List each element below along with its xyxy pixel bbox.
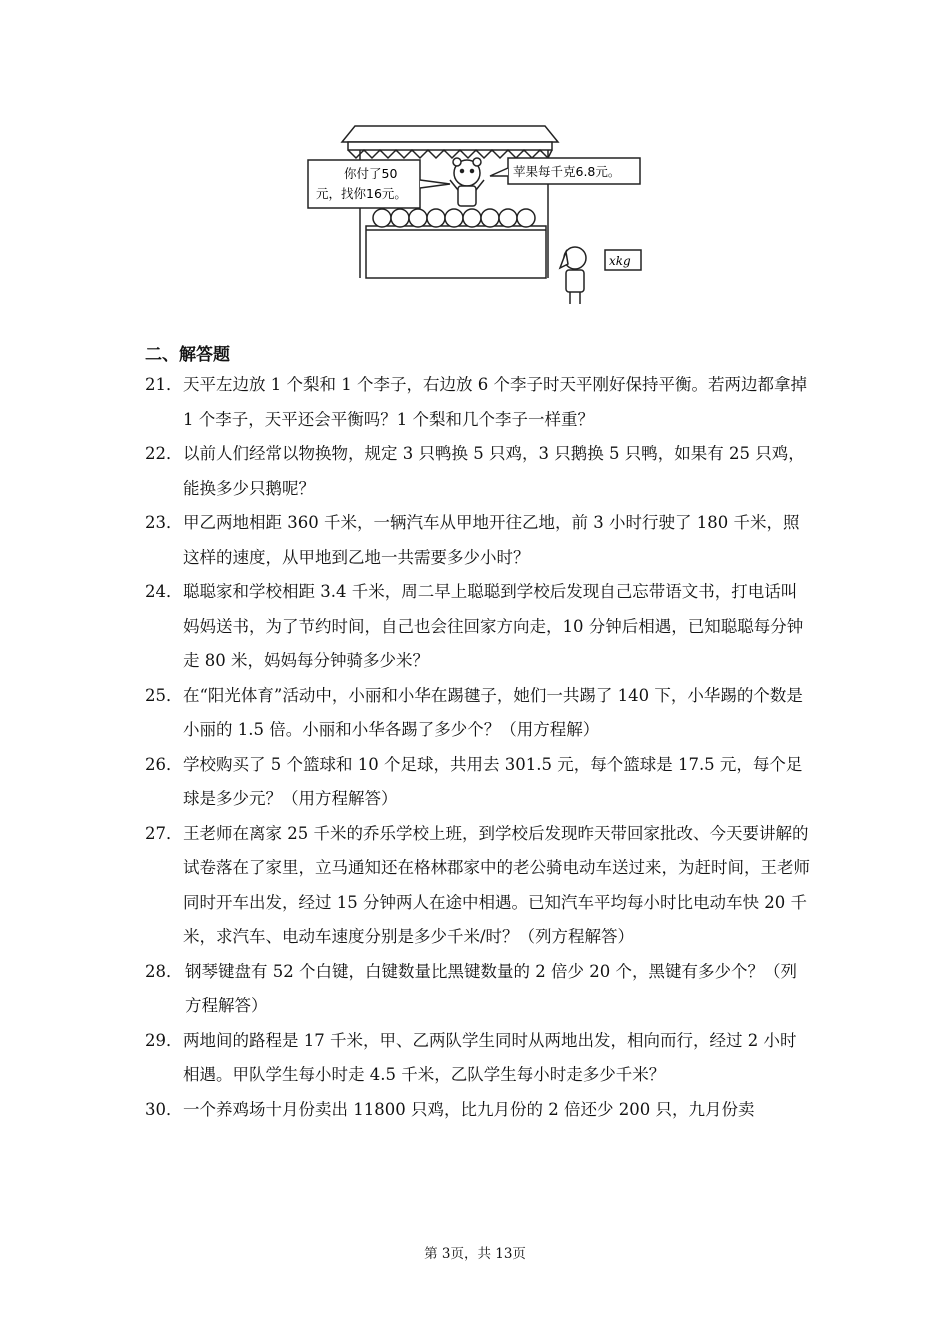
question-text: 在“阳光体育”活动中，小丽和小华在踢毽子，她们一共踢了 140 下，小华踢的个数是小丽的 1.5 倍。小丽和小华各踢了多少个？（用方程解）	[183, 685, 803, 739]
dog-buyer-icon	[560, 247, 586, 304]
page-footer: 第 3页，共 13页	[424, 1246, 526, 1262]
question-text: 一个养鸡场十月份卖出 11800 只鸡，比九月份的 2 倍还少 200 只，九月份卖	[183, 1099, 755, 1119]
question-28	[145, 955, 810, 1024]
question-number: 27．	[145, 823, 183, 843]
question-30	[145, 1093, 810, 1128]
question-number: 21．	[145, 375, 183, 394]
question-number: 28．	[145, 961, 183, 981]
question-text: 学校购买了 5 个篮球和 10 个足球，共用去 301.5 元，每个篮球是 17.5 元，每个足球是多少元？（用方程解答）	[183, 754, 803, 808]
question-number: 22．	[145, 444, 183, 463]
question-text: 天平左边放 1 个梨和 1 个李子，右边放 6 个李子时天平刚好保持平衡。若两边都拿掉 1 个李子，天平还会平衡吗？1 个梨和几个李子一样重？	[183, 375, 807, 429]
question-number: 25．	[145, 685, 183, 705]
speech-right-text: 苹果每千克6.8元。	[513, 164, 621, 179]
question-number: 30．	[145, 1099, 183, 1119]
question-number: 23．	[145, 513, 183, 532]
question-27	[145, 817, 810, 955]
fruit-stall-illustration	[300, 118, 650, 318]
question-26	[145, 748, 810, 817]
speech-left-line2: 元，找你16元。	[316, 186, 407, 201]
weight-label: xkg	[609, 254, 631, 268]
question-text: 钢琴键盘有 52 个白键，白键数量比黑键数量的 2 倍少 20 个，黑键有多少个？（列方程解答）	[185, 961, 797, 1015]
question-22	[145, 437, 810, 506]
question-text: 以前人们经常以物换物，规定 3 只鸭换 5 只鸡，3 只鹅换 5 只鸭，如果有 25 只鸡，能换多少只鹅呢？	[183, 444, 805, 498]
question-24	[145, 575, 810, 679]
stall-roof	[342, 126, 558, 142]
question-number: 29．	[145, 1030, 183, 1050]
question-text: 王老师在离家 25 千米的乔乐学校上班，到学校后发现昨天带回家批改、今天要讲解的试卷落在了家里，立马通知还在格林郡家中的老公骑电动车送过来，为赶时间，王老师同时开车出发，经过 15 分钟两人在途中相遇。已知汽车平均每小时比电动车快 20 千米，求汽车、电动车速度分别是多少千米/时？（列方程解答）	[183, 823, 810, 946]
apples	[373, 209, 535, 227]
question-text: 甲乙两地相距 360 千米，一辆汽车从甲地开往乙地，前 3 小时行驶了 180 千米，照这样的速度，从甲地到乙地一共需要多少小时？	[183, 513, 800, 567]
section-title: 二、解答题	[145, 345, 230, 365]
question-text: 两地间的路程是 17 千米，甲、乙两队学生同时从两地出发，相向而行，经过 2 小时相遇。甲队学生每小时走 4.5 千米，乙队学生每小时走多少千米？	[183, 1030, 797, 1084]
question-25	[145, 679, 810, 748]
question-text: 聪聪家和学校相距 3.4 千米，周二早上聪聪到学校后发现自己忘带语文书，打电话叫妈妈送书，为了节约时间，自己也会往回家方向走，10 分钟后相遇，已知聪聪每分钟走 80 米，妈妈每分钟骑多少米？	[183, 582, 804, 670]
question-29	[145, 1024, 810, 1093]
question-number: 26．	[145, 754, 183, 774]
question-list	[145, 368, 810, 1127]
question-number: 24．	[145, 582, 183, 601]
question-23	[145, 506, 810, 575]
speech-left-line1: 你付了50	[344, 166, 398, 181]
question-21	[145, 368, 810, 437]
bear-seller-icon	[450, 158, 484, 206]
